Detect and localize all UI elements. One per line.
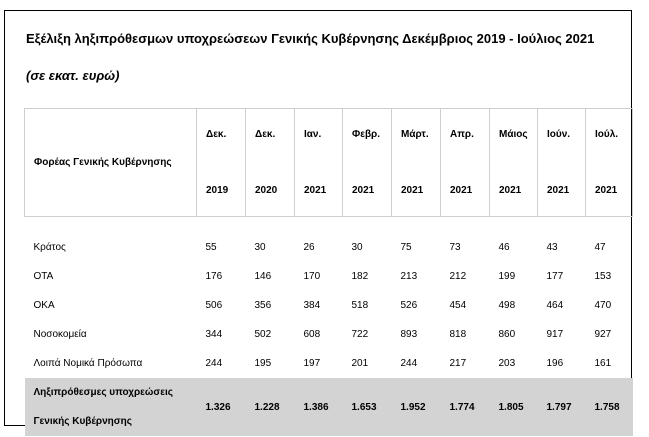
column-month: Δεκ. [255,129,276,140]
total-cell: 1.653 [343,378,392,436]
table-cell: 506 [205,300,223,311]
table-cell: 75 [400,242,412,253]
total-label [25,378,197,436]
column-month: Απρ. [450,129,474,140]
table-cell: 464 [546,300,564,311]
total-cell: 1.386 [295,378,343,436]
column-year: 2021 [450,185,473,196]
table-cell: 203 [498,358,516,369]
table-cell: 608 [303,329,321,340]
table-cell: 47 [594,242,606,253]
column-month: Ιαν. [304,129,322,140]
table-row [25,262,633,291]
table-cell: 55 [205,242,217,253]
entity-name: Νοσοκομεία [33,329,87,340]
column-year: 2019 [206,185,229,196]
total-cell: 1.228 [246,378,295,436]
entity-name: ΟΚΑ [33,300,55,311]
table-cell: 454 [449,300,467,311]
total-cell: 1.774 [441,378,490,436]
table-cell: 43 [546,242,558,253]
table-cell: 182 [351,271,369,282]
table-cell: 177 [546,271,564,282]
table-cell: 46 [498,242,510,253]
column-month: Φεβρ. [352,129,381,140]
table-cell: 73 [449,242,461,253]
column-header [197,109,246,217]
table-cell: 170 [303,271,321,282]
table-cell: 197 [303,358,321,369]
table-cell: 196 [546,358,564,369]
table-cell: 526 [400,300,418,311]
table-row [25,320,633,349]
total-cell: 1.797 [538,378,586,436]
total-cell: 1.758 [586,378,633,436]
table-cell: 176 [205,271,223,282]
column-month: Ιούλ. [595,129,619,140]
table-row [25,217,633,263]
arrears-table [24,108,633,436]
table-cell: 244 [205,358,223,369]
entity-column-header: Φορέας Γενικής Κυβέρνησης [25,109,197,217]
total-cell: 1.326 [197,378,246,436]
column-header [586,109,633,217]
column-year: 2021 [401,185,424,196]
column-header [441,109,490,217]
table-cell: 199 [498,271,516,282]
column-year: 2020 [255,185,278,196]
entity-name: Κράτος [33,242,66,253]
document-title: Εξέλιξη ληξιπρόθεσμων υποχρεώσεων Γενικής Κυβέρνησης Δεκέμβριος 2019 - Ιούλιος 2021 [26,31,595,46]
column-year: 2021 [304,185,327,196]
document-subtitle: (σε εκατ. ευρώ) [26,68,120,83]
column-year: 2021 [499,185,522,196]
column-header [295,109,343,217]
table-cell: 244 [400,358,418,369]
entity-name: Λοιπά Νομικά Πρόσωπα [33,358,143,369]
table-cell: 201 [351,358,369,369]
table-cell: 195 [254,358,272,369]
table-cell: 917 [546,329,564,340]
entity-name: ΟΤΑ [33,271,54,282]
table-cell: 818 [449,329,467,340]
column-header [246,109,295,217]
total-cell: 1.952 [392,378,441,436]
column-year: 2021 [352,185,375,196]
total-cell: 1.805 [490,378,538,436]
total-row [25,378,633,436]
table-cell: 356 [254,300,272,311]
table-cell: 344 [205,329,223,340]
table-cell: 893 [400,329,418,340]
table-cell: 30 [351,242,363,253]
table-cell: 213 [400,271,418,282]
table-cell: 161 [594,358,612,369]
table-cell: 927 [594,329,612,340]
table-cell: 518 [351,300,369,311]
column-header [490,109,538,217]
table-cell: 384 [303,300,321,311]
header-row [25,109,633,217]
table-cell: 26 [303,242,315,253]
column-month: Μάρτ. [401,129,429,140]
table-row [25,291,633,320]
column-month: Μάιος [499,129,528,140]
table-cell: 146 [254,271,272,282]
table-cell: 153 [594,271,612,282]
table-cell: 860 [498,329,516,340]
table-cell: 217 [449,358,467,369]
column-year: 2021 [595,185,618,196]
table-cell: 498 [498,300,516,311]
column-month: Ιούν. [547,129,571,140]
table-cell: 30 [254,242,266,253]
total-label-line-2: Γενικής Κυβέρνησης [33,416,132,427]
table-row [25,349,633,378]
table-cell: 502 [254,329,272,340]
column-header [343,109,392,217]
column-header [392,109,441,217]
table-cell: 470 [594,300,612,311]
total-label-line-1: Ληξιπρόθεσμες υποχρεώσεις [33,387,173,398]
column-month: Δεκ. [206,129,227,140]
column-year: 2021 [547,185,570,196]
column-header [538,109,586,217]
table-cell: 722 [351,329,369,340]
table-cell: 212 [449,271,467,282]
